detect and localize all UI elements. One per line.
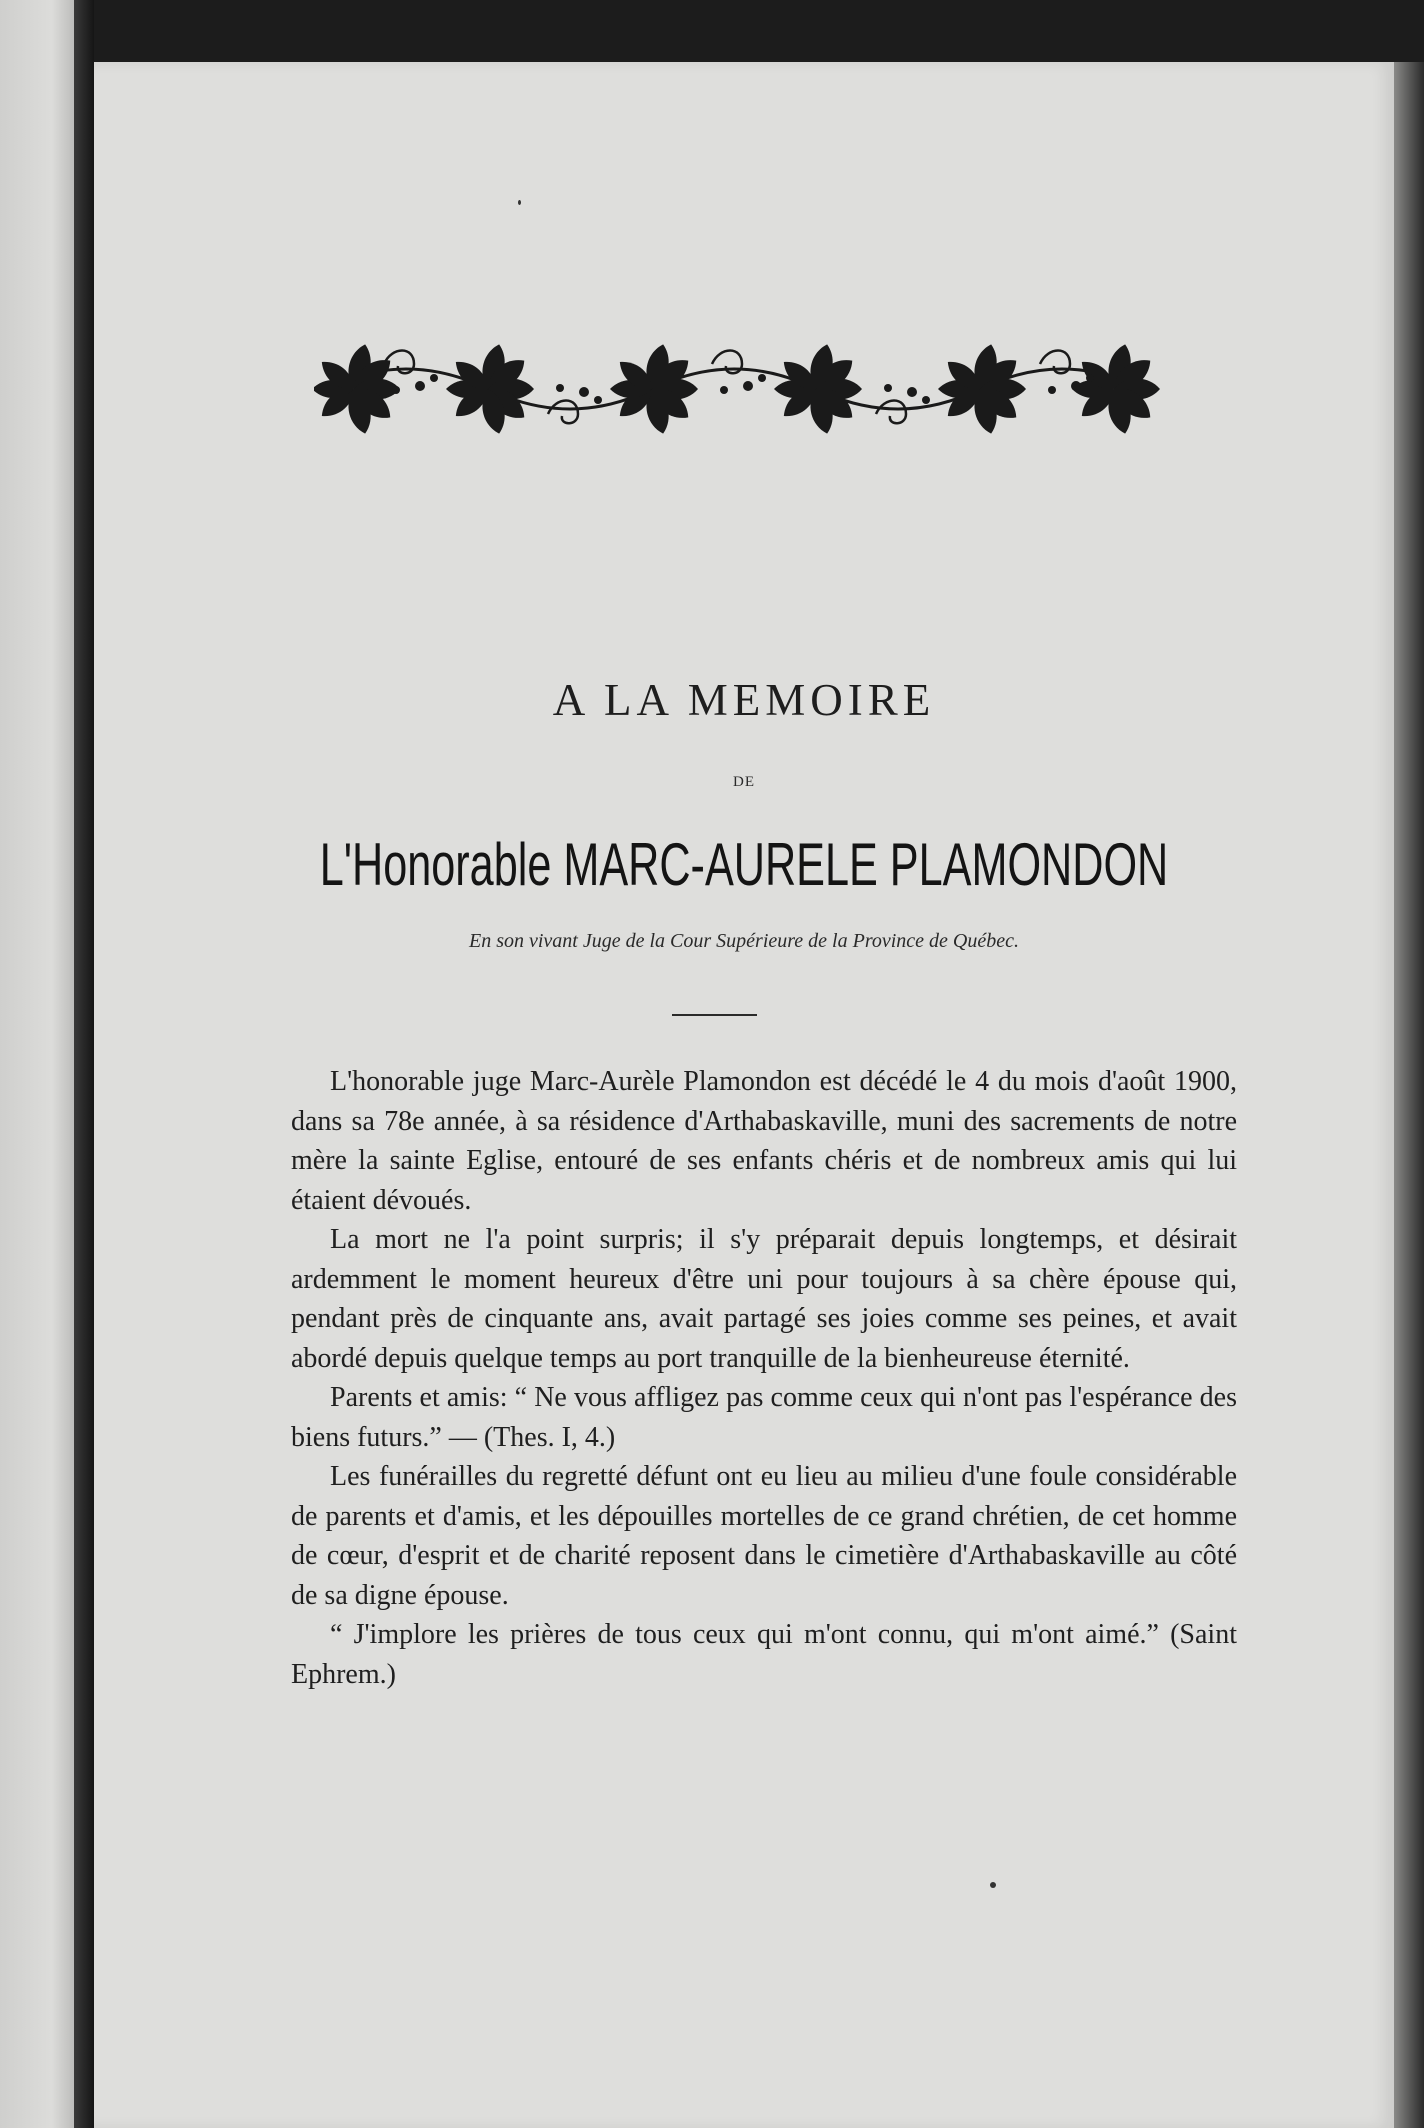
paragraph: Les funérailles du regretté défunt ont eu lieu au milieu d'une foule considérable de parents et d'amis, et les dépouilles mortelles de ce grand chrétien, de cet homme de cœur, d'esprit et de charité reposent dans le cimetière d'Arthabaskaville au côté de sa digne épouse. [291,1461,1237,1611]
paragraph: Parents et amis: “ Ne vous affligez pas comme ceux qui n'ont pas l'espérance des biens futurs.” — (Thes. I, 4.) [291,1382,1237,1453]
page-title: A LA MEMOIRE [552,675,936,725]
section-divider [672,1014,757,1016]
honoree-subtitle: En son vivant Juge de la Cour Supérieure de la Province de Québec. [468,930,1020,952]
previous-page-strip [0,0,74,2128]
document-page [94,62,1394,2128]
honoree-name: L'Honorable MARC-AURELE PLAMONDON [319,831,1169,898]
book-gutter [74,0,94,2128]
title-connector: DE [733,774,755,790]
ink-speck [990,1882,996,1888]
paragraph: La mort ne l'a point surpris; il s'y préparait depuis longtemps, et désirait ardemment le moment heureux d'être uni pour toujours à sa chère épouse qui, pendant près de cinquante ans, avait partagé ses joies comme ses peines, et avait abordé depuis quelque temps au port tranquille de la bienheureuse éternité. [291,1224,1237,1374]
ink-speck [518,200,521,205]
paragraph: L'honorable juge Marc-Aurèle Plamondon est décédé le 4 du mois d'août 1900, dans sa 78e année, à sa résidence d'Arthabaskaville, muni des sacrements de notre mère la sainte Eglise, entouré de ses enfants chéris et de nombreux amis qui lui étaient dévoués. [291,1066,1237,1216]
paragraph: “ J'implore les prières de tous ceux qui m'ont connu, qui m'ont aimé.” (Saint Ephrem.) [291,1619,1237,1690]
memorial-text [291,1062,1237,1694]
page-edge-shadow [1394,62,1424,2128]
vine-leaf-ornament-icon [314,314,1234,464]
